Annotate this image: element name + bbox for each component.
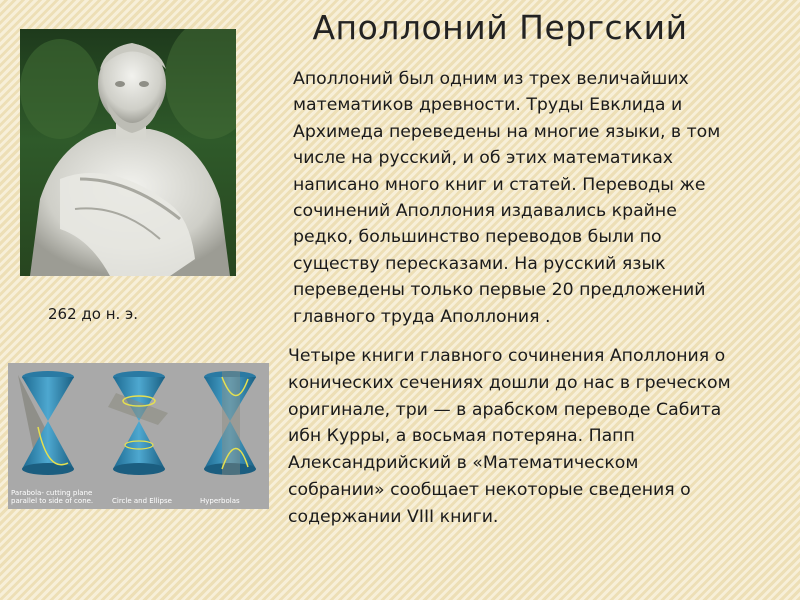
slide-title: Аполлоний Пергский: [312, 8, 688, 47]
hyperbola-cone: [204, 371, 256, 475]
ellipse-cone: [108, 371, 168, 475]
ellipse-caption: Circle and Ellipse: [112, 497, 172, 505]
conic-sections-image: [8, 363, 269, 509]
parabola-cone: [18, 371, 74, 475]
parabola-caption: Parabola- cutting plane parallel to side of cone.: [11, 489, 94, 505]
statue-portrait-icon: [20, 29, 236, 276]
date-label: 262 до н. э.: [48, 305, 139, 323]
hyperbola-caption: Hyperbolas: [200, 497, 240, 505]
conic-sections-paragraph: Четыре книги главного сочинения Аполлония о конических сечениях дошли до нас в греческом оригинале, три — в арабском переводе Сабита ибн Курры, а восьмая потеряна. Папп Александрийский в «Математическом собрании» сообщает некоторые сведения о содержании VIII книги.: [288, 346, 731, 527]
conic-sections-diagram-icon: [8, 363, 269, 509]
biography-paragraph: Аполлоний был одним из трех величайших математиков древности. Труды Евклида и Архимеда переведены на многие языки, в том числе на русский, и об этих математиках написано много книг и статей. Переводы же сочинений Аполлония издавались крайне редко, большинство переводов были по существу пересказами. На русский язык переведены только первые 20 предложений главного труда Аполлония .: [293, 69, 721, 327]
statue-portrait-image: [20, 29, 236, 276]
